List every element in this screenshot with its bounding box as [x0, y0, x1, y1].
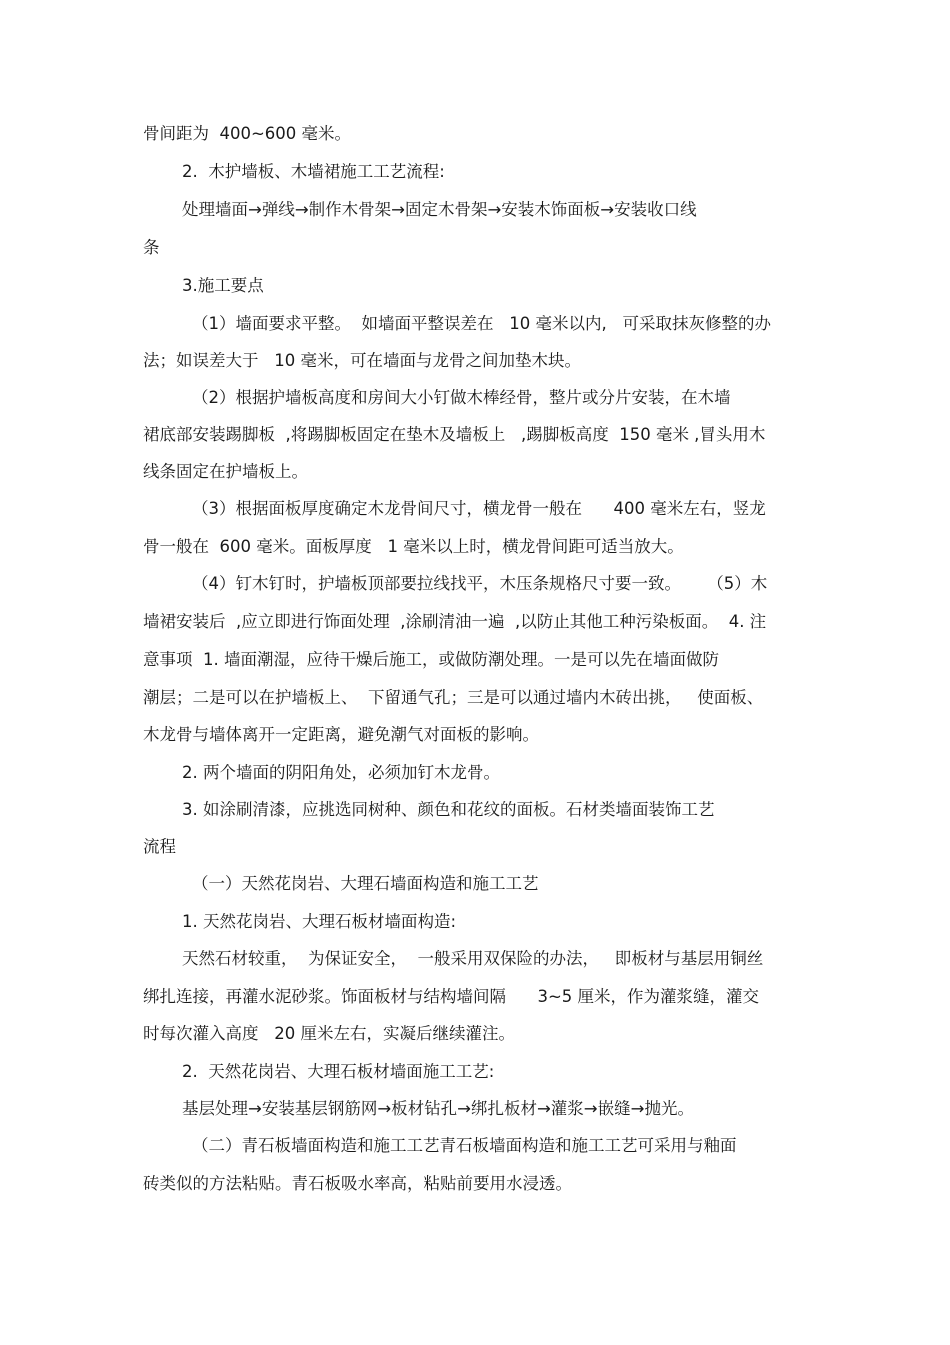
text-line: 线条固定在护墙板上。	[143, 462, 308, 481]
text-line: （二）青石板墙面构造和施工工艺青石板墙面构造和施工工艺可采用与釉面	[192, 1136, 737, 1155]
text-line: 骨一般在 600 毫米。面板厚度 1 毫米以上时，横龙骨间距可适当放大。	[143, 537, 684, 556]
text-line: 法；如误差大于 10 毫米，可在墙面与龙骨之间加垫木块。	[143, 351, 581, 370]
text-line: 2. 木护墙板、木墙裙施工工艺流程:	[182, 162, 445, 181]
text-line: 木龙骨与墙体离开一定距离，避免潮气对面板的影响。	[143, 725, 539, 744]
text-line: 天然石材较重， 为保证安全， 一般采用双保险的办法， 即板材与基层用铜丝	[182, 949, 764, 968]
text-line: 裙底部安装踢脚板 ,将踢脚板固定在垫木及墙板上 ,踢脚板高度 150 毫米 ,冒头用木	[143, 425, 766, 444]
text-line: 意事项 1. 墙面潮湿，应待干燥后施工，或做防潮处理。一是可以先在墙面做防	[143, 650, 719, 669]
text-line: 绑扎连接，再灌水泥砂浆。饰面板材与结构墙间隔 3~5 厘米，作为灌浆缝，灌交	[143, 987, 760, 1006]
text-line: （一）天然花岗岩、大理石墙面构造和施工工艺	[192, 874, 539, 893]
text-line: （3）根据面板厚度确定木龙骨间尺寸，横龙骨一般在 400 毫米左右，竖龙	[192, 499, 766, 518]
text-line: 3.施工要点	[182, 276, 264, 295]
text-line: 骨间距为 400~600 毫米。	[143, 124, 352, 143]
text-line: （2）根据护墙板高度和房间大小钉做木棒经骨，整片或分片安装，在木墙	[192, 388, 731, 407]
text-line: 1. 天然花岗岩、大理石板材墙面构造:	[182, 912, 457, 931]
text-line: 基层处理→安装基层钢筋网→板材钻孔→绑扎板材→灌浆→嵌缝→抛光。	[182, 1099, 694, 1118]
text-line: 砖类似的方法粘贴。青石板吸水率高，粘贴前要用水浸透。	[143, 1174, 572, 1193]
text-line: 处理墙面→弹线→制作木骨架→固定木骨架→安装木饰面板→安装收口线	[182, 200, 697, 219]
text-line: 潮层；二是可以在护墙板上、 下留通气孔；三是可以通过墙内木砖出挑， 使面板、	[143, 688, 764, 707]
text-line: 墙裙安装后 ,应立即进行饰面处理 ,涂刷清油一遍 ,以防止其他工种污染板面。 4. 注	[143, 612, 767, 631]
text-line: （4）钉木钉时，护墙板顶部要拉线找平，木压条规格尺寸要一致。 （5）木	[192, 574, 768, 593]
text-line: （1）墙面要求平整。 如墙面平整误差在 10 毫米以内, 可采取抹灰修整的办	[192, 314, 771, 333]
text-line: 时每次灌入高度 20 厘米左右，实凝后继续灌注。	[143, 1024, 515, 1043]
text-line: 条	[143, 238, 160, 257]
text-line: 2. 天然花岗岩、大理石板材墙面施工工艺:	[182, 1062, 495, 1081]
text-line: 2. 两个墙面的阴阳角处，必须加钉木龙骨。	[182, 763, 500, 782]
text-line: 3. 如涂刷清漆，应挑选同树种、颜色和花纹的面板。石材类墙面装饰工艺	[182, 800, 715, 819]
text-line: 流程	[143, 837, 176, 856]
